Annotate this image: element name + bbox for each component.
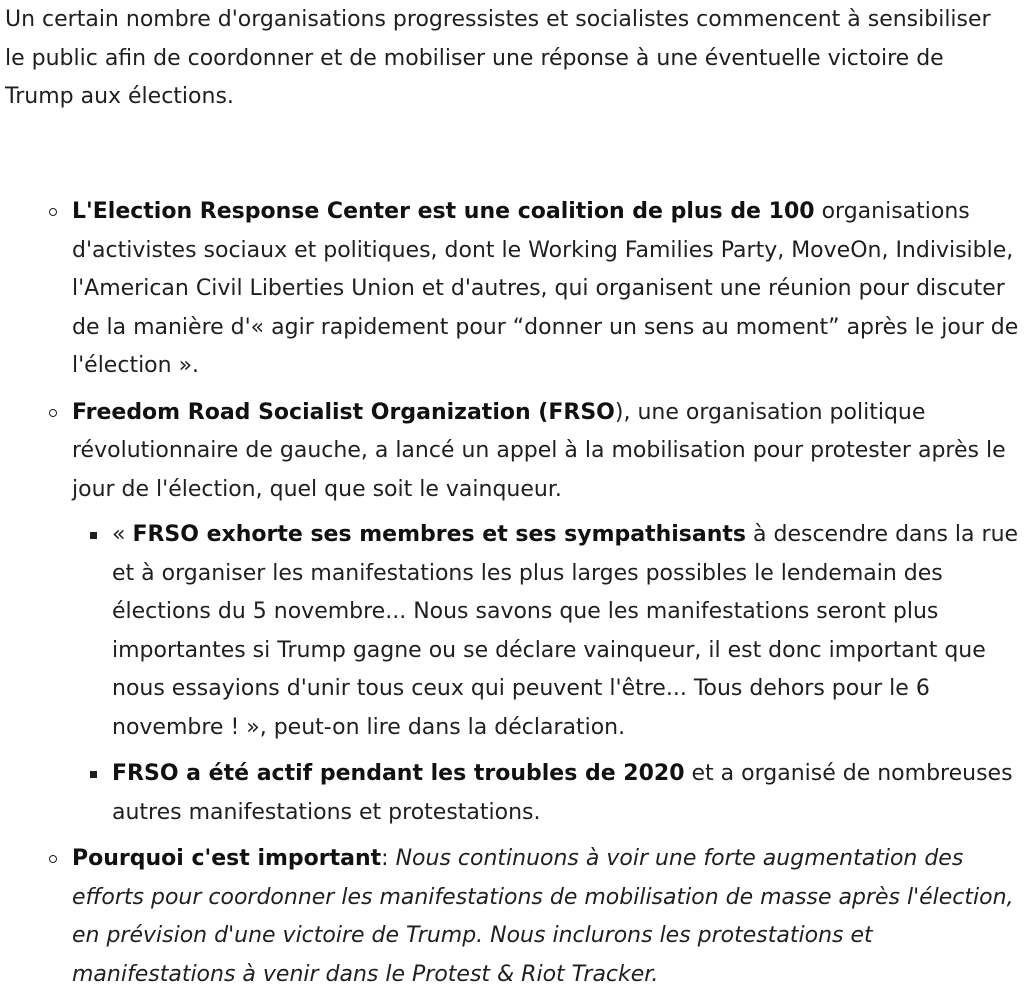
list-item-why-it-matters xyxy=(72,840,1020,994)
open-circle-bullet-icon xyxy=(49,409,57,417)
colon-separator: : xyxy=(381,846,396,871)
open-circle-bullet-icon xyxy=(49,208,57,216)
list-item-frso xyxy=(72,394,1020,833)
item-text: ), une organisation politique révolutionnaire de gauche, a lancé un appel à la mobilisation pour protester après le jour de l'élection, quel que soit le vainqueur. xyxy=(72,399,1006,502)
sub-item-bold-text: FRSO a été actif pendant les troubles de 2020 xyxy=(112,761,685,786)
item-bold-text: L'Election Response Center est une coalition de plus de 100 xyxy=(72,199,815,224)
nested-bullet-list xyxy=(112,516,1020,832)
sub-item-frso-2020 xyxy=(112,755,1020,832)
item-bold-text: Pourquoi c'est important xyxy=(72,846,382,871)
quote-open: « xyxy=(112,522,133,547)
intro-paragraph: Un certain nombre d'organisations progressistes et socialistes commencent à sensibiliser le public afin de coordonner et de mobiliser une réponse à une éventuelle victoire de Trump aux élections. xyxy=(5,7,991,109)
square-bullet-icon xyxy=(90,532,97,539)
sub-item-text: à descendre dans la rue et à organiser les manifestations les plus larges possibles le lendemain des élections du 5 novembre... Nous savons que les manifestations seront plus importantes si Trump gagne ou se déclare vainqueur, il est donc important que nous essayions d'unir tous ceux qui peuvent l'être... Tous dehors pour le 6 novembre ! », peut-on lire dans la déclaration. xyxy=(112,522,1019,740)
bullet-list xyxy=(72,193,1020,1002)
sub-item-text: et a organisé de nombreuses autres manifestations et protestations. xyxy=(112,761,1013,825)
item-text: organisations d'activistes sociaux et politiques, dont le Working Families Party, MoveOn, Indivisible, l'American Civil Liberties Union et d'autres, qui organisent une réunion pour discuter de la manière d'« agir rapidement pour “donner un sens au moment” après le jour de l'élection ». xyxy=(72,199,1019,378)
list-item-election-response-center xyxy=(72,193,1020,386)
item-italic-text: Nous continuons à voir une forte augmentation des efforts pour coordonner les manifestations de mobilisation de masse après l'élection, en prévision d'une victoire de Trump. Nous inclurons les protestations et manifestations à venir dans le Protest & Riot Tracker. xyxy=(72,846,1014,987)
sub-item-frso-statement xyxy=(112,516,1020,747)
square-bullet-icon xyxy=(90,771,97,778)
open-circle-bullet-icon xyxy=(49,855,57,863)
sub-item-bold-text: FRSO exhorte ses membres et ses sympathisants xyxy=(132,522,747,547)
item-bold-text: Freedom Road Socialist Organization (FRSO xyxy=(72,399,615,425)
